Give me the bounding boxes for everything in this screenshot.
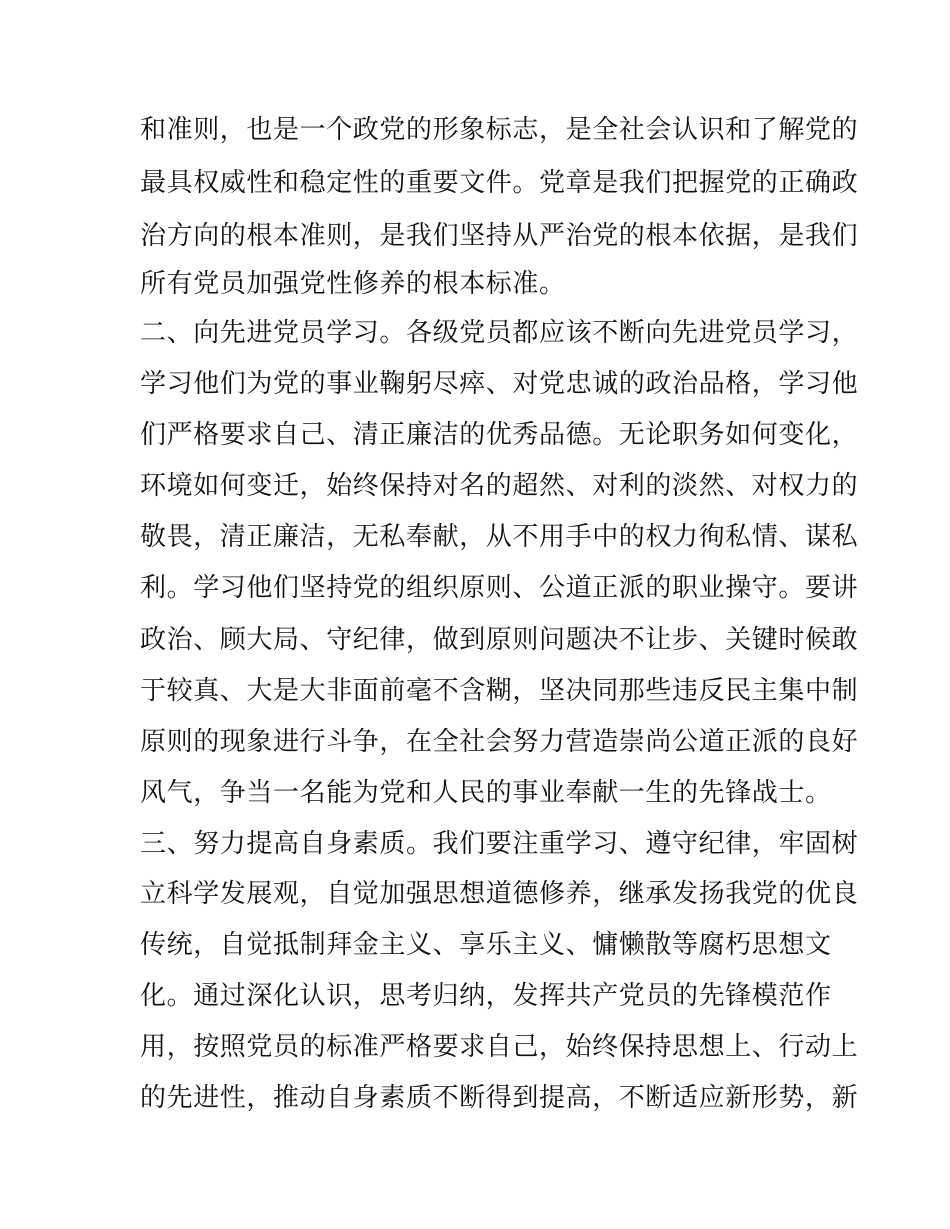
- text-line: 的先进性，推动自身素质不断得到提高，不断适应新形势，新: [140, 1083, 859, 1113]
- text-line: 用，按照党员的标准严格要求自己，始终保持思想上、行动上: [140, 1032, 859, 1062]
- text-line: 环境如何变迁，始终保持对名的超然、对利的淡然、对权力的: [140, 471, 859, 501]
- text-line: 政治、顾大局、守纪律，做到原则问题决不让步、关键时候敢: [140, 625, 859, 655]
- text-line: 最具权威性和稳定性的重要文件。党章是我们把握党的正确政: [140, 168, 859, 198]
- text-line: 于较真、大是大非面前毫不含糊，坚决同那些违反民主集中制: [140, 676, 859, 706]
- text-line: 和准则，也是一个政党的形象标志，是全社会认识和了解党的: [140, 115, 859, 145]
- text-line: 传统，自觉抵制拜金主义、享乐主义、慵懒散等腐朽思想文: [140, 930, 832, 960]
- text-line: 化。通过深化认识，思考归纳，发挥共产党员的先锋模范作: [140, 981, 832, 1011]
- text-line: 风气，争当一名能为党和人民的事业奉献一生的先锋战士。: [140, 778, 832, 808]
- text-line: 原则的现象进行斗争，在全社会努力营造崇尚公道正派的良好: [140, 727, 859, 757]
- text-line: 二、向先进党员学习。各级党员都应该不断向先进党员学习，: [140, 318, 859, 348]
- text-line: 们严格要求自己、清正廉洁的优秀品德。无论职务如何变化，: [140, 420, 859, 450]
- text-line: 敬畏，清正廉洁，无私奉献，从不用手中的权力徇私情、谋私: [140, 522, 859, 552]
- text-line: 学习他们为党的事业鞠躬尽瘁、对党忠诚的政治品格，学习他: [140, 369, 859, 399]
- text-line: 治方向的根本准则，是我们坚持从严治党的根本依据，是我们: [140, 221, 859, 251]
- text-line: 所有党员加强党性修养的根本标准。: [140, 269, 566, 299]
- text-line: 三、努力提高自身素质。我们要注重学习、遵守纪律，牢固树: [140, 829, 859, 859]
- text-line: 立科学发展观，自觉加强思想道德修养，继承发扬我党的优良: [140, 879, 859, 909]
- text-line: 利。学习他们坚持党的组织原则、公道正派的职业操守。要讲: [140, 573, 859, 603]
